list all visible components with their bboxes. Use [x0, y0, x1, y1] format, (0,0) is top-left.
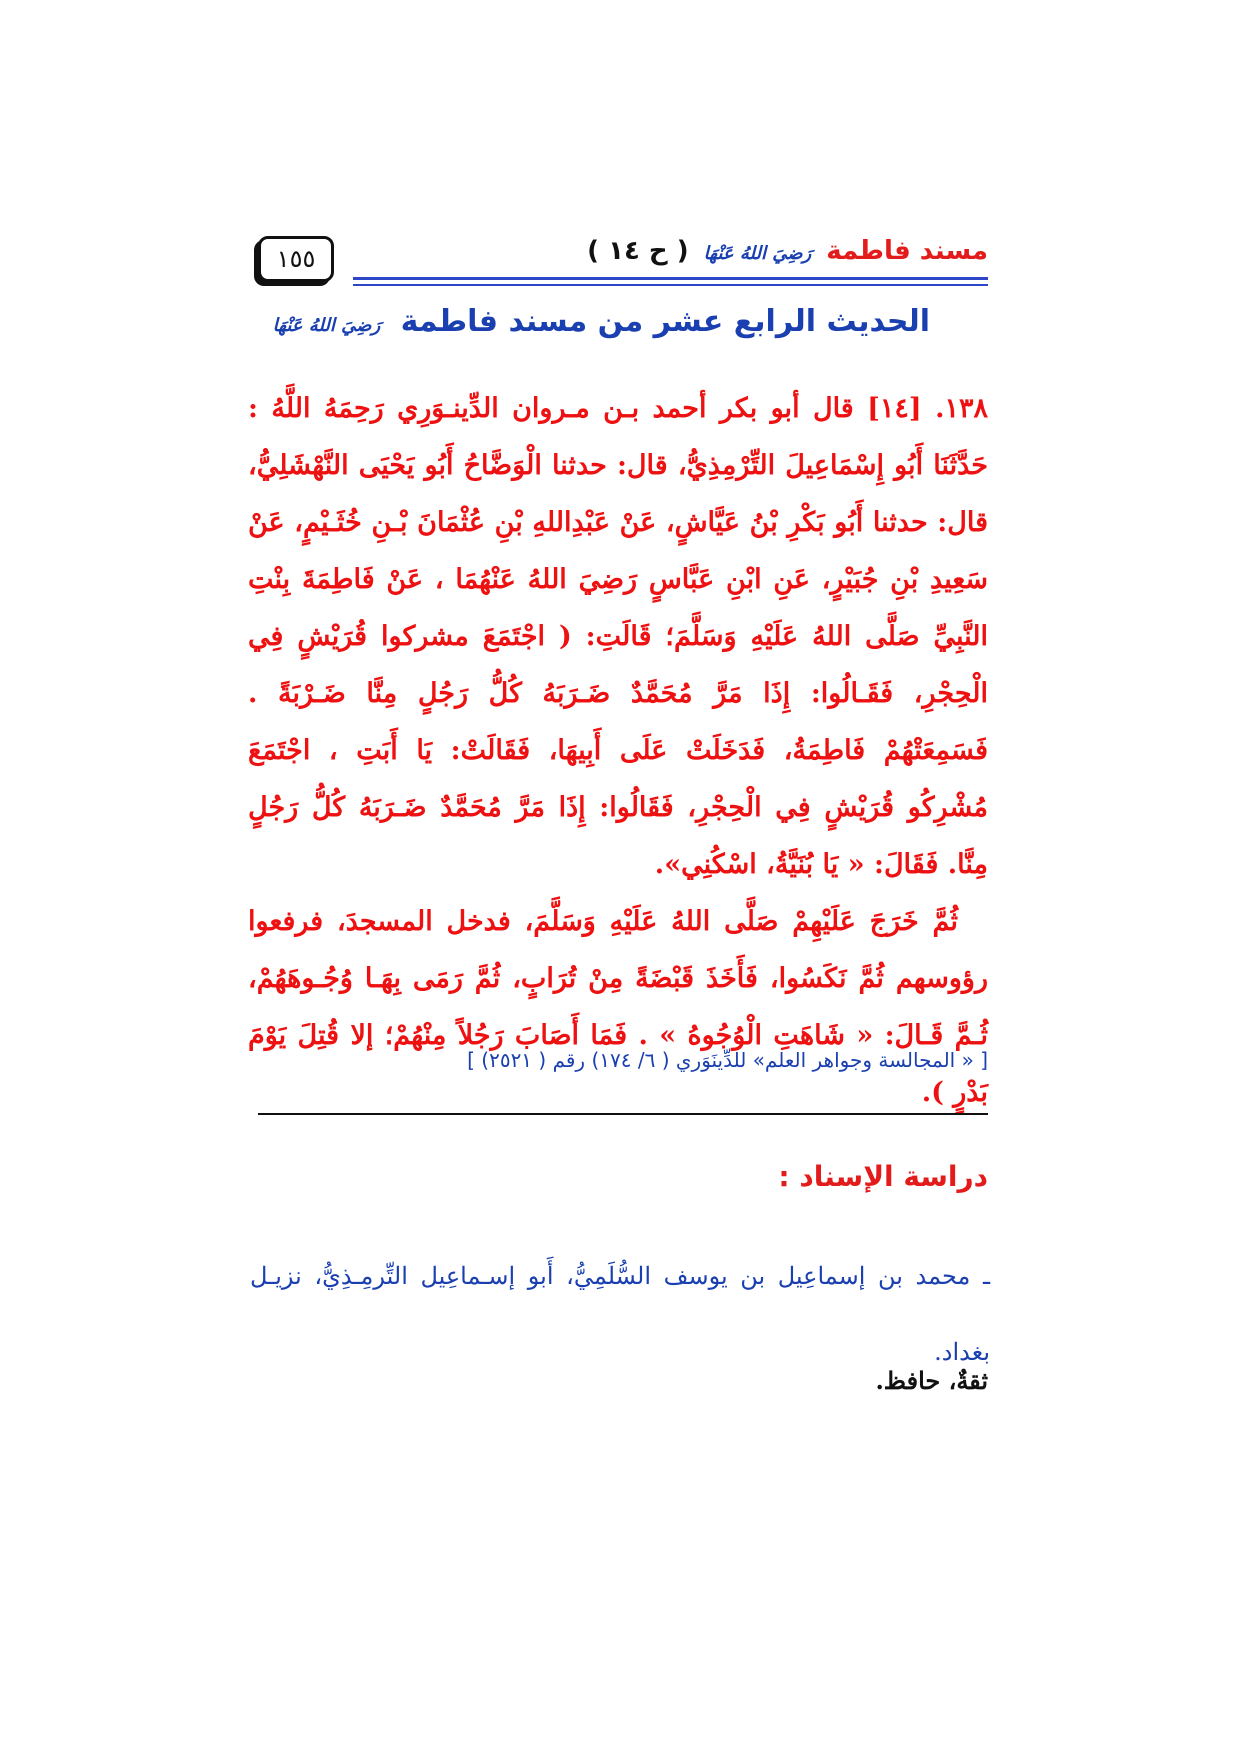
source-citation: [ « المجالسة وجواهر العلم» للدِّينَوَري ( ٦/ ١٧٤) رقم ( ٢٥٢١) ] [467, 1048, 988, 1072]
section-divider [258, 1113, 988, 1115]
narrator-grade: ثقةٌ، حافظ. [875, 1366, 988, 1395]
header-rule-thin [353, 284, 988, 286]
header-honorific: رَضِيَ اللهُ عَنْهَا [703, 243, 812, 264]
page-number: ١٥٥ [276, 245, 316, 273]
section-honorific: رَضِيَ اللهُ عَنْهَا [272, 315, 381, 336]
page-header [258, 232, 988, 292]
hadith-paragraph: ١٣٨. [١٤] قال أبو بكر أحمد بـن مـروان الدِّينـوَرِي رَحِمَهُ اللَّهُ : حَدَّثَنَا أَبُو إِسْمَاعِيلَ التِّرْمِذِيُّ، قال: حدثنا الْوَضَّاحُ أَبُو يَحْيَى النَّهْشَلِيُّ، قال: حدثنا أَبُو بَكْرِ بْنُ عَيَّاشٍ، عَنْ عَبْدِاللهِ بْنِ عُثْمَانَ بْـنِ خُثَـيْمٍ، عَنْ سَعِيدِ بْنِ جُبَيْرٍ، عَنِ ابْنِ عَبَّاسٍ رَضِيَ اللهُ عَنْهُمَا ، عَنْ فَاطِمَةَ بِنْتِ النَّبِيِّ صَلَّى اللهُ عَلَيْهِ وَسَلَّمَ؛ قَالَتِ: ( اجْتَمَعَ مشركوا قُرَيْشٍ فِي الْحِجْرِ، فَقَـالُوا: إِذَا مَرَّ مُحَمَّدٌ ضَـرَبَهُ كُلُّ رَجُلٍ مِنَّا ضَـرْبَةً . فَسَمِعَتْهُمْ فَاطِمَةُ، فَدَخَلَتْ عَلَى أَبِيهَا، فَقَالَتْ: يَا أَبَتِ ، اجْتَمَعَ مُشْرِكُو قُرَيْشٍ فِي الْحِجْرِ، فَقَالُوا: إِذَا مَرَّ مُحَمَّدٌ ضَـرَبَهُ كُلُّ رَجُلٍ مِنَّا. فَقَالَ: « يَا بُنَيَّةُ، اسْكُنِي». [248, 393, 988, 880]
narrator-text: ـ محمد بن إسماعِيل بن يوسف السُّلَمِيُّ، أَبو إسـماعِيل التِّرمِـذِيُّ، نزيـل بغداد. [250, 1262, 990, 1366]
hadith-paragraph: ثُمَّ خَرَجَ عَلَيْهِمْ صَلَّى اللهُ عَلَيْهِ وَسَلَّمَ، فدخل المسجدَ، فرفعوا رؤوسهم ثُمَّ نَكَسُوا، فَأَخَذَ قَبْضَةً مِنْ تُرَابٍ، ثُمَّ رَمَى بِهَـا وُجُـوهَهُمْ، ثُـمَّ قَـالَ: « شَاهَتِ الْوُجُوهُ » . فَمَا أَصَابَ رَجُلاً مِنْهُمْ؛ إلا قُتِلَ يَوْمَ بَدْرٍ ). [248, 906, 988, 1108]
running-title [587, 236, 988, 266]
study-title: دراسة الإسناد : [778, 1160, 988, 1193]
page-number-box [258, 236, 334, 282]
header-rule-thick [353, 277, 988, 280]
book-title: مسند فاطمة [826, 236, 988, 266]
hadith-text [248, 380, 988, 1121]
section-title-text: الحديث الرابع عشر من مسند فاطمة [400, 304, 930, 339]
hadith-ref: ( ح ١٤ ) [587, 236, 689, 266]
section-title [272, 304, 930, 339]
